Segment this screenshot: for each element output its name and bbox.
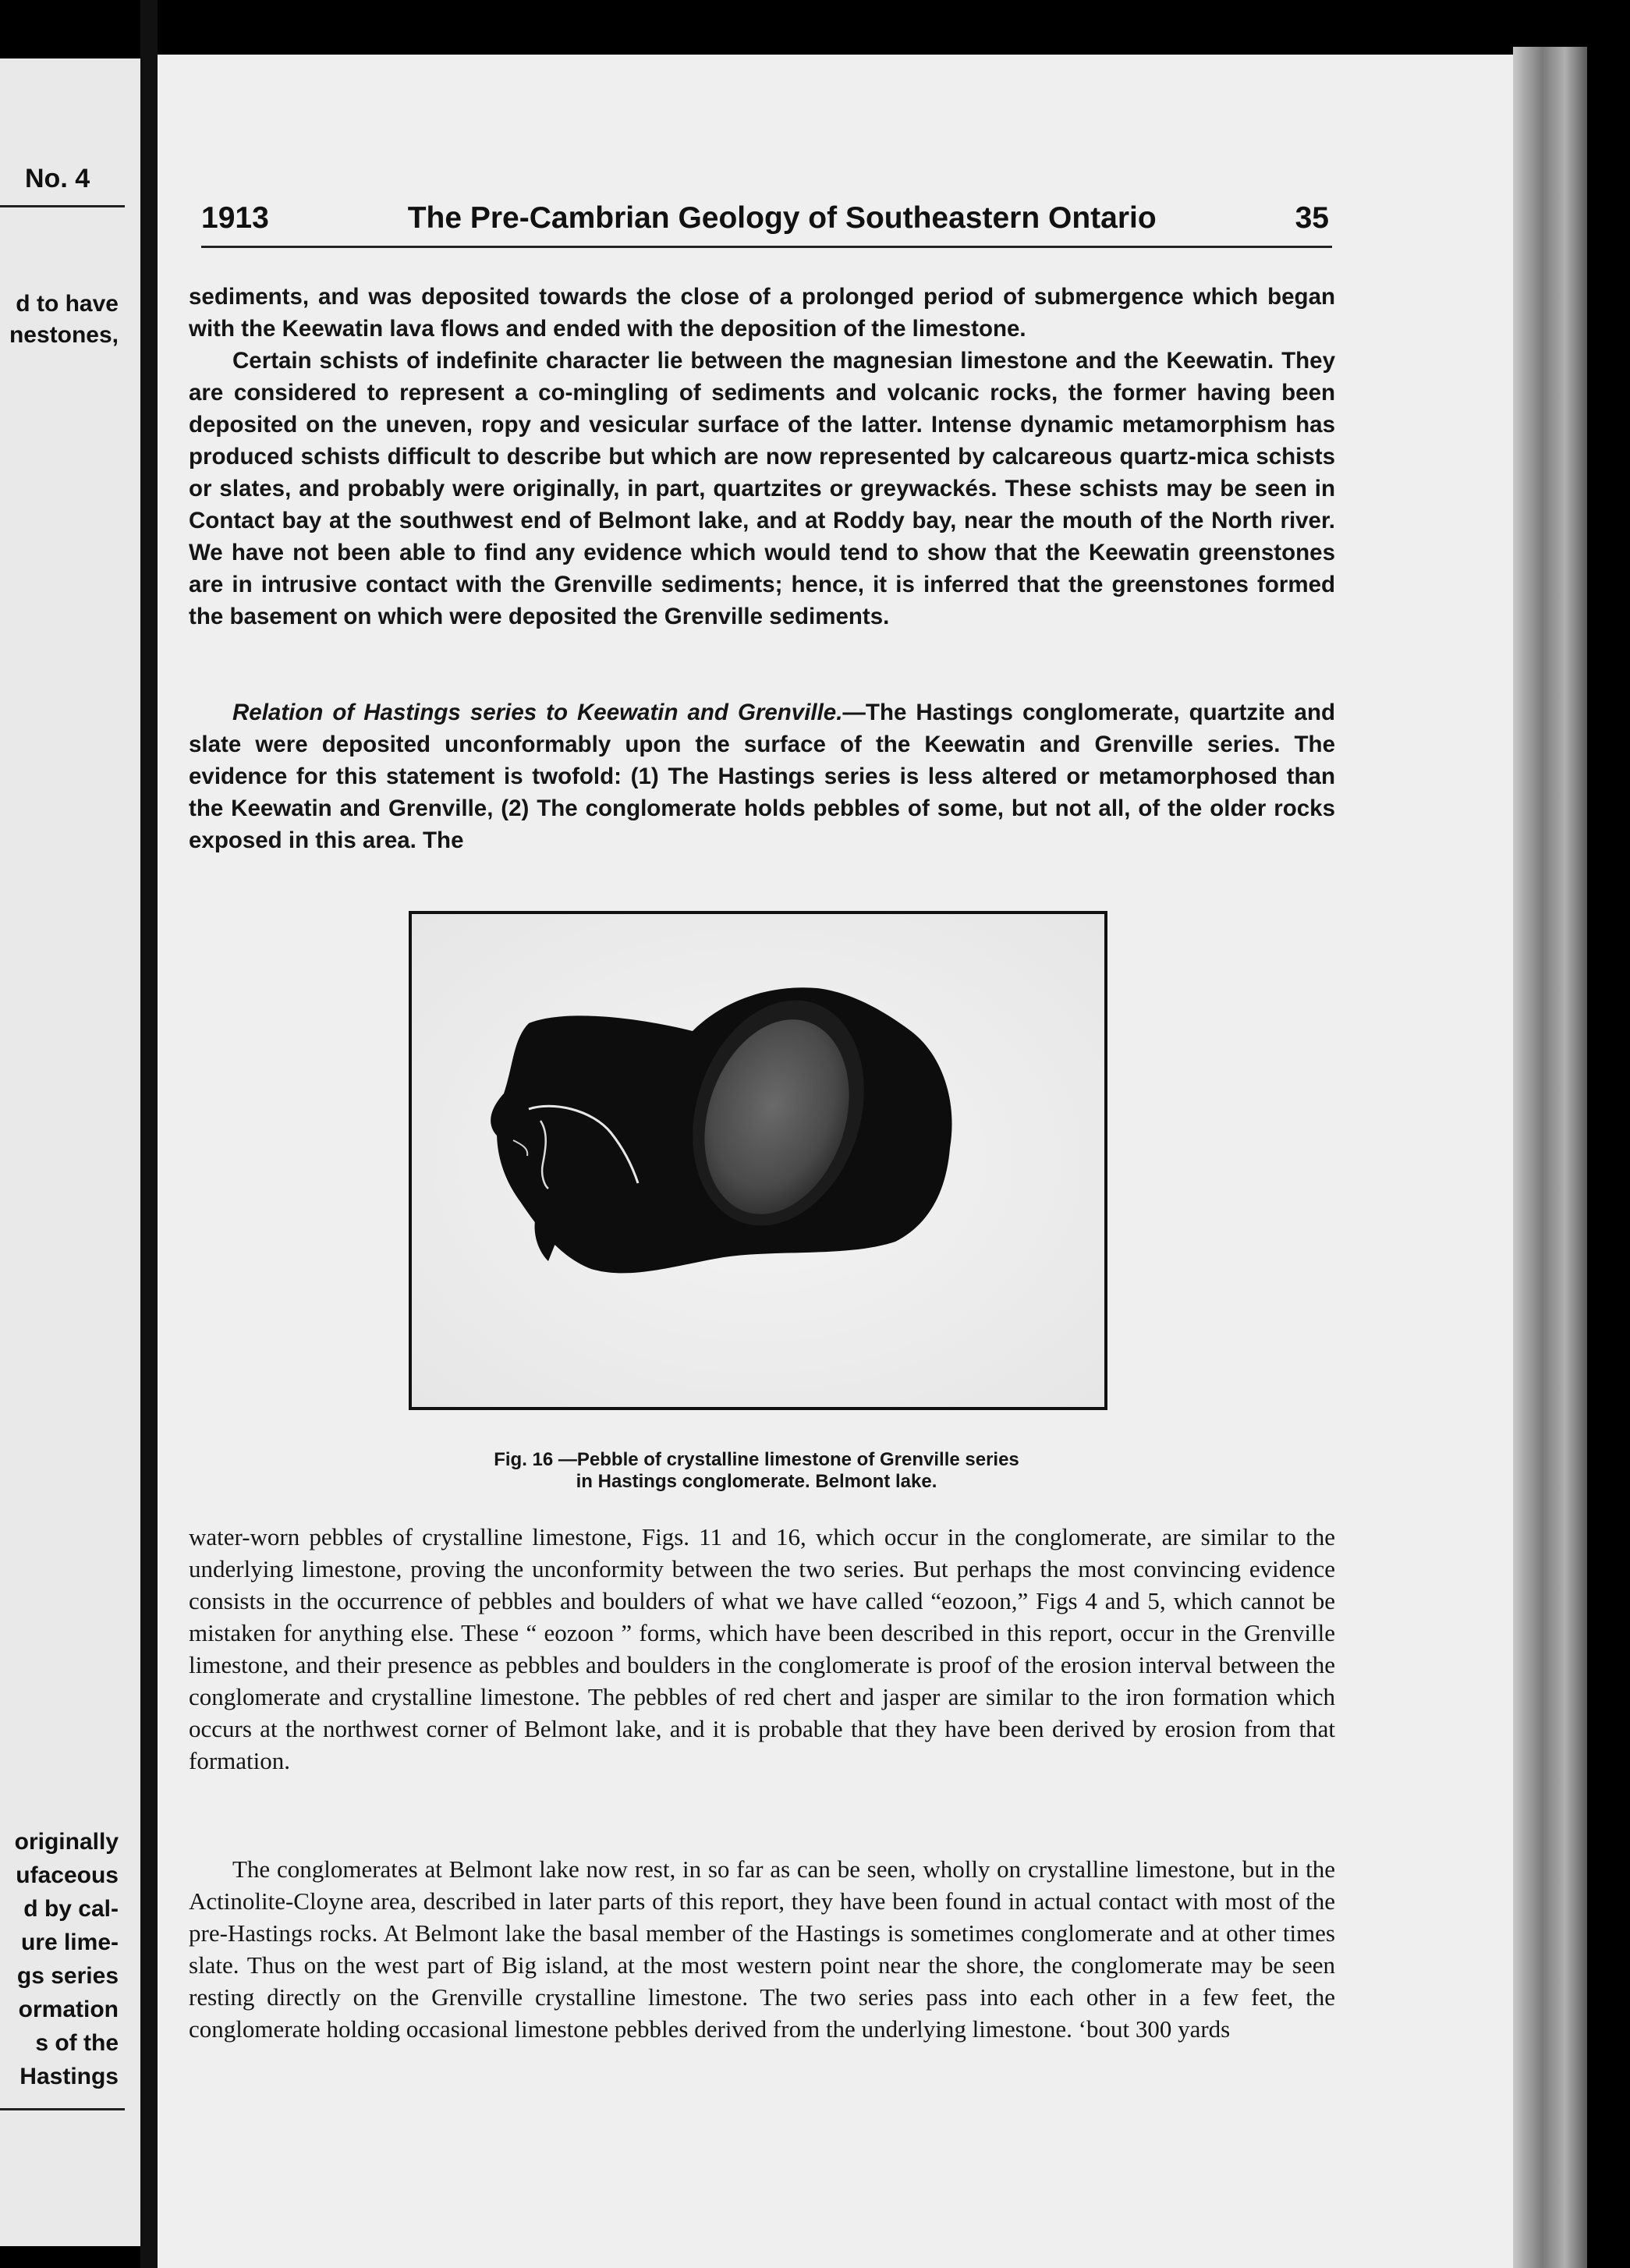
caption-line-1: Fig. 16 —Pebble of crystalline limestone of Grenville series (494, 1449, 1019, 1470)
left-page-line: d to have (16, 291, 119, 317)
paragraph-4-text: water-worn pebbles of crystalline limestone, Figs. 11 and 16, which occur in the conglomerate, are similar to the underlying limestone, proving the unconformity between the two series. But perhaps the most convincing evidence consists in the occurrence of pebbles and boulders of what we have called “eozoon,” Figs 4 and 5, which cannot be mistaken for anything else. These “ eozoon ” forms, which have been described in this report, occur in the Grenville limestone, and their presence as pebbles and boulders in the conglomerate is proof of the erosion interval between the conglomerate and crystalline limestone. The pebbles of red chert and jasper are similar to the iron formation which occurs at the northwest corner of Belmont lake, and it is probable that they have been derived by erosion from that formation. (189, 1523, 1335, 1774)
left-page-line: ure lime- (20, 1930, 119, 1955)
header-rule (201, 246, 1332, 248)
left-page-line: Hastings (19, 2064, 119, 2089)
page-edge (1513, 47, 1587, 2268)
paragraph-1-text: sediments, and was deposited towards the close of a prolonged period of submergence which began with the Keewatin lava flows and ended with the deposition of the limestone. (189, 284, 1335, 342)
caption-line-2: in Hastings conglomerate. Belmont lake. (576, 1471, 937, 1492)
paragraph-3-text: —The Hastings conglomerate, quartzite and slate were deposited unconformably upon the surface of the Keewatin and Grenville series. The evidence for this statement is twofold: (1) The Hastings series is less altered or metamorphosed than the Keewatin and Grenville, (2) The conglomerate holds pebbles of some, but not all, of the older rocks exposed in this area. The (189, 700, 1335, 853)
paragraph-2 (189, 345, 1335, 633)
left-page-line: d by cal- (23, 1896, 119, 1922)
left-page-header: No. 4 (25, 164, 90, 193)
figure-16-photo (409, 911, 1107, 1410)
page-number: 35 (1295, 201, 1329, 235)
left-page-rule (0, 2108, 125, 2110)
paragraph-3 (189, 696, 1335, 856)
pebble-photo (412, 914, 1104, 1407)
paragraph-1 (189, 281, 1335, 345)
paragraph-4 (189, 1521, 1335, 1777)
left-page-rule (0, 205, 125, 207)
left-page-line: s of the (35, 2030, 119, 2056)
paragraph-5-text: The conglomerates at Belmont lake now rest, in so far as can be seen, wholly on crystalline limestone, but in the Actinolite-Cloyne area, described in later parts of this report, they have been found in actual contact with most of the pre-Hastings rocks. At Belmont lake the basal member of the Hastings is sometimes conglomerate and at other times slate. Thus on the west part of Big island, at the most western point near the shore, the conglomerate may be seen resting directly on the Grenville crystalline limestone. The two series pass into each other in a few feet, the conglomerate holding occasional limestone pebbles derived from the underlying limestone. ‘bout 300 yards (189, 1855, 1335, 2043)
running-head-title: The Pre-Cambrian Geology of Southeastern Ontario (407, 201, 1157, 235)
paragraph-5 (189, 1853, 1335, 2045)
left-page-line: originally (14, 1829, 119, 1855)
paragraph-2-text: Certain schists of indefinite character lie between the magnesian limestone and the Keewatin. They are considered to represent a co-mingling of sediments and volcanic rocks, the former having been deposited on the uneven, ropy and vesicular surface of the latter. Intense dynamic metamorphism has produced schists difficult to describe but which are now represented by calcareous quartz-mica schists or slates, and probably were originally, in part, quartzites or greywackés. These schists may be seen in Contact bay at the southwest end of Belmont lake, and at Roddy bay, near the mouth of the North river. We have not been able to find any evidence which would tend to show that the Keewatin greenstones are in intrusive contact with the Grenville sediments; hence, it is inferred that the greenstones formed the basement on which were deposited the Grenville sediments. (189, 348, 1335, 629)
running-head-year: 1913 (201, 201, 269, 235)
left-page-line: ormation (18, 1997, 119, 2022)
figure-caption (390, 1449, 1123, 1493)
left-page-line: nestones, (9, 322, 119, 348)
left-facing-page (0, 58, 140, 2246)
section-heading: Relation of Hastings series to Keewatin and Grenville. (232, 700, 843, 725)
running-head (201, 201, 1329, 236)
book-gutter (140, 0, 158, 2268)
left-page-line: gs series (16, 1963, 119, 1989)
left-page-line: ufaceous (16, 1862, 119, 1888)
